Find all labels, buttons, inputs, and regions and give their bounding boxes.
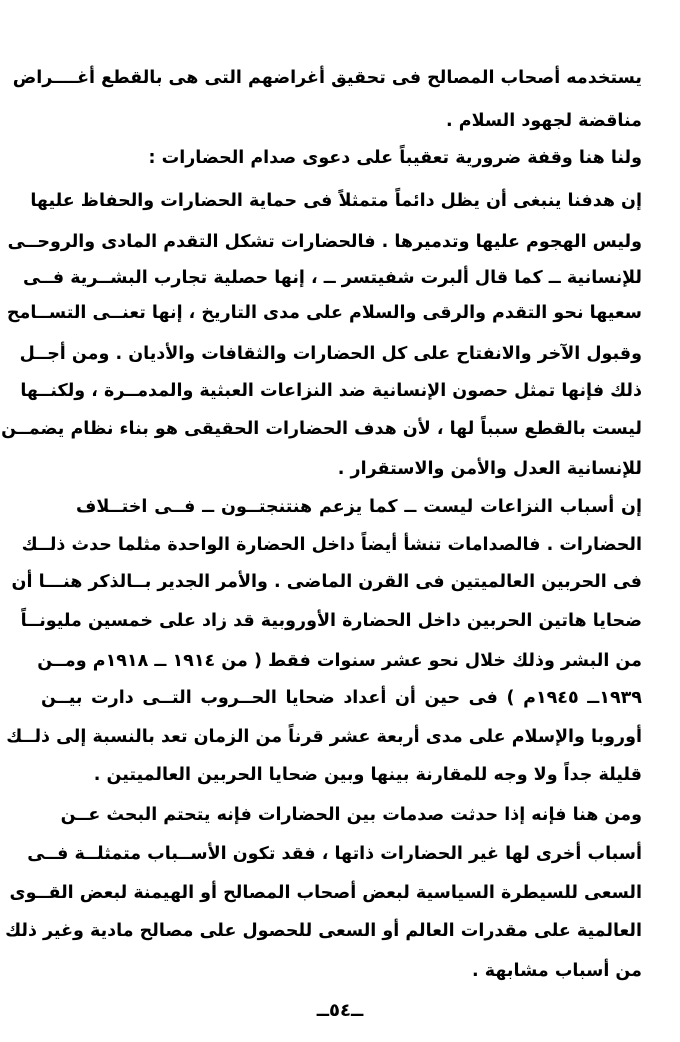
text-line: ضحايا هاتين الحربين داخل الحضارة الأوروبية قد زاد على خمسين مليونــاً — [20, 611, 642, 631]
text-line: من البشر وذلك خلال نحو عشر سنوات فقط ( من ١٩١٤ ــ ١٩١٨م ومــن — [37, 651, 642, 671]
text-line: للإنسانية ــ كما قال ألبرت شفيتسر ــ ، إنها حصلية تجارب البشــرية فــى — [22, 268, 642, 288]
text-line: ذلك فإنها تمثل حصون الإنسانية ضد النزاعات العبثية والمدمــرة ، ولكنــها — [20, 381, 642, 401]
text-line: إن أسباب النزاعات ليست ــ كما يزعم هنتنجتــون ــ فــى اختــلاف — [76, 497, 642, 517]
text-line: أوروبا والإسلام على مدى أربعة عشر قرناً من الزمان تعد بالنسبة إلى ذلــك — [6, 727, 642, 747]
text-line: فى الحربين العالميتين فى القرن الماضى . والأمر الجدير بــالذكر هنـــا أن — [11, 572, 642, 592]
text-line: ومن هنا فإنه إذا حدثت صدمات بين الحضارات فإنه يتحتم البحث عــن — [60, 805, 642, 825]
text-line: وقبول الآخر والانفتاح على كل الحضارات والثقافات والأديان . ومن أجــل — [19, 344, 642, 364]
text-line: إن هدفنا ينبغى أن يظل دائماً متمثلاً فى حماية الحضارات والحفاظ عليها — [30, 191, 642, 211]
text-line: مناقضة لجهود السلام . — [446, 111, 642, 131]
text-line: السعى للسيطرة السياسية لبعض أصحاب المصالح أو الهيمنة لبعض القــوى — [9, 883, 642, 903]
text-line: سعيها نحو التقدم والرقى والسلام على مدى التاريخ ، إنها تعنــى التســامح — [6, 303, 642, 323]
text-line: ولنا هنا وقفة ضرورية تعقيباً على دعوى صدام الحضارات : — [148, 148, 642, 168]
text-line: أسباب أخرى لها غير الحضارات ذاتها ، فقد تكون الأســباب متمثلــة فــى — [27, 844, 642, 864]
text-line: يستخدمه أصحاب المصالح فى تحقيق أغراضهم التى هى بالقطع أغــــراض — [12, 68, 642, 88]
text-line: للإنسانية العدل والأمن والاستقرار . — [337, 459, 642, 479]
text-line: ليست بالقطع سبباً لها ، لأن هدف الحضارات الحقيقى هو بناء نظام يضمــن — [1, 419, 642, 439]
text-line: الحضارات . فالصدامات تنشأ أيضاً داخل الحضارة الواحدة مثلما حدث ذلــك — [21, 535, 642, 555]
page-number: ــ٥٤ــ — [316, 1000, 364, 1021]
text-line: وليس الهجوم عليها وتدميرها . فالحضارات تشكل التقدم المادى والروحــى — [7, 232, 642, 252]
text-line: من أسباب مشابهة . — [472, 961, 642, 981]
text-line: قليلة جداً ولا وجه للمقارنة بينها وبين ضحايا الحربين العالميتين . — [93, 765, 642, 785]
text-line: ١٩٣٩ــ ١٩٤٥م ) فى حين أن أعداد ضحايا الحــروب التــى دارت بيــن — [41, 688, 642, 708]
text-line: العالمية على مقدرات العالم أو السعى للحصول على مصالح مادية وغير ذلك — [5, 921, 642, 941]
